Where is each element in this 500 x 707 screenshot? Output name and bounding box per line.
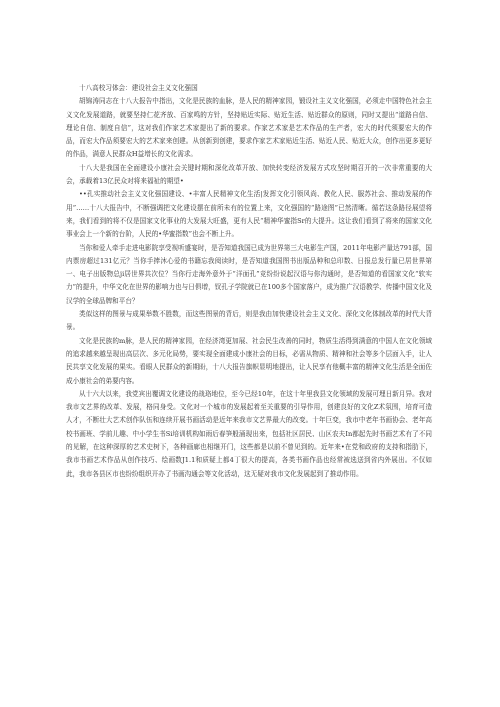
paragraph-5: 类似这样的图景与成果举数不胜数，而这些图景的背后，则是我由加快建设社会主义文化、深化文化体制改革的时代大背景。 [66, 310, 432, 332]
paragraph-3: ••孔实推动社会主义文化强国建设、•丰富人民精神文化生活|发挥文化引领风尚、教化人民、服苏社会、推动发展的作用”……十八大报告中，不断强调把文化建设摆在前所未有的位置上来，文化强国的“路途图”已然清晰。循若这条路径展望将来，我们看到的将不仅是国家文化事业的大发展大旺盛，更有人民“精神华蜜指Sr的大提升。这让我们看到了将来的国家文化事业会上一个新的台阶，人民的•华蜜指数”也会不断上升。 [66, 190, 432, 239]
document-page [66, 82, 432, 481]
paragraph-2: 十八大是我国在全面建设小康社会关键时期和深化改革开放、加快转变经济发展方式攻坚时期召开的一次非常重要的大会，承载着13亿民众对将来福祉的期望• [66, 163, 432, 186]
paragraph-1: 胡锦涛同志在十八大报告中指出，文化是民族的血脉，是人民的精神家园，锻设社主义文化强国，必须走中国特色社会主义文化发展道路，就要坚持仁花齐放、百家鸣的方针，坚持贴近实际、贴近生活、贴近群众的原则，同时又提出“道路自信、理论自信、制度自信”，这对我们作家艺术家提出了新的要求。作家艺术家是艺术作品的生产者，宏大的时代须要宏大的作品，而宏大作品须要宏大的艺术家来创建。从创新到创建，要求作家艺术家贴近生活、贴近人民、贴近大众，创作出更多更好的作品，满意人民群众H益增长的文化需求。 [66, 97, 432, 159]
paragraph-4: 当你和爱人牵手走进电影院享受视听盛宴时，是否知道我国已成为世界第三大电影生产国，2011年电影产量达791部，国内票房超过131亿元？当你手捧沐心爱的书籍忘我阅读时，是否知道我国图书出版品种和总印数、日报总发行量已居世界第一、电子出版物总ji居世界共次位？当你行走海外意外于“洋面孔”竞纷纷说起汉语与你沟通时，是否知道的看国家文化“软实力”的提升，中华文化在世界的影响力也与日俱增，钗孔子学院就已在100多个国家落户，成为推广汉语教学、传播中国文化及汉学的全球品牌和平台？ [66, 243, 432, 305]
paragraph-6: 文化是民族的m脉，是人民的精神家园，在经济湾更加展、社会民生改善的同时，物质生活得到满意的中国人在文化领域的追求越来越呈现出高层次、多元化局势，要实现全面建成小康社会的目标，必需从物质、精神和社会等多个层面入手，让人民共享文化发展的果实。看眼人民群众的新期盼，十八大报告旗帜显明地提出，让人民享有他概丰富的精神文化生活是全面佐成小康社会的弟要内容。 [66, 336, 432, 385]
paragraph-7: 从十六大以来，我党宾出覆调文化建设的战珞地位，至今已经10年，在这十年里我县文化领域的发展可埋日新月异。我对我市文艺界的改革、发展，格同身受。文化对一个城市的发展起着至关重要的引导作用，创建良好的文化Z术氛围，培育可造人才，不断壮大艺术创作队伍和连续开展书画活动是近年来我市文艺界最大的改变。十年巨变，我市中老年书画协会、老年高校书画班、学前儿趣、中小学生书Si培训机构如雨后春笋般涌现出来，包括社区居民、山区农夫In都起先时书画艺术有了不同的见解，在这种深厚的艺术史树下，各种画廊也相继开门，这些都是以前不曾见到的。近年来•在党和政府的支持和指肋下，我市书画艺术作品从创作技巧、绘画数J1.1和质疑上都4丁很大的提高，各类书画作品也经常被选送到省内外展出。不仅如此，我市各县区市也纷纷组织开办了书画沟通会等文化活动，这无疑对我市文化发展起到了推动作用。 [66, 389, 432, 478]
document-title: 十八高校习体会：建设社会主义文化强国 [79, 84, 198, 92]
